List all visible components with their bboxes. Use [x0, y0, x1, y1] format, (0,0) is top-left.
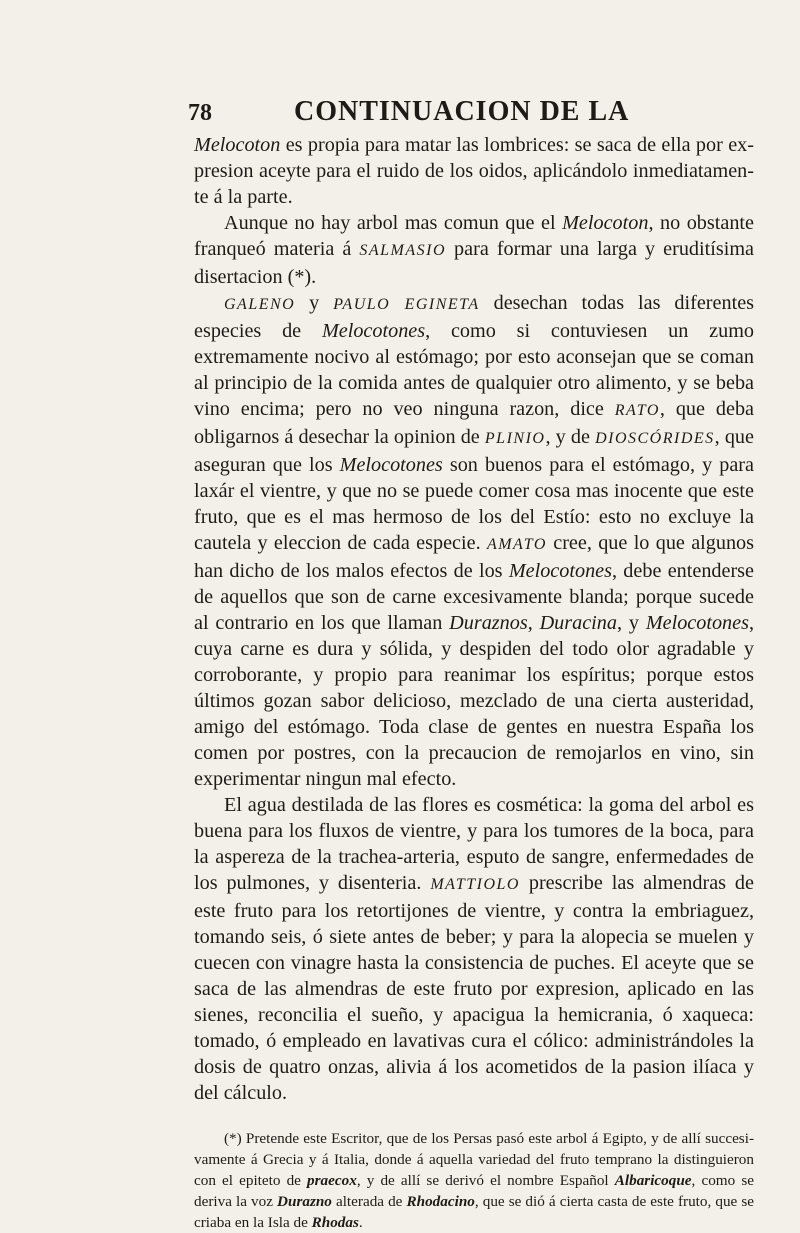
paragraph-2-span-2: Melocoton — [562, 212, 649, 234]
paragraph-3-span-21: Duracina — [539, 612, 617, 634]
paragraph-3-span-15: AMATO — [486, 536, 547, 553]
footnote-span-10: Rhodas — [311, 1214, 359, 1231]
paragraph-4 — [194, 792, 754, 1106]
paragraph-1-span-1: Melocoton — [194, 134, 281, 156]
paragraph-3-span-3: PAULO EGINETA — [333, 296, 480, 313]
footnote-span-1: (*) Pretende este Escritor, que de los Persas pasó este arbol á Egipto, y de allí succesivamente á Grecia y á Italia, donde á aquella variedad del fruto temprano la distinguieron con el epiteto de — [194, 1130, 754, 1189]
paragraph-2-span-1: Aunque no hay arbol mas comun que el — [224, 212, 563, 234]
paragraph-2-span-4: SALMASIO — [359, 242, 447, 259]
paragraph-3-span-2: y — [295, 292, 334, 314]
paragraph-3-span-17: Melocotones — [508, 560, 612, 582]
paragraph-1-span-2: es propia para matar las lombrices: se saca de ella por expresion aceyte para el ruido de los oidos, aplicándolo inmediatamente á la parte. — [194, 134, 754, 208]
paragraph-3-span-4: desechan todas las diferentes especies de — [194, 292, 755, 342]
paragraph-3-span-19: Duraznos — [449, 612, 528, 634]
footnote — [194, 1128, 754, 1233]
paragraph-1 — [194, 132, 754, 210]
paragraph-3-span-20: , — [527, 612, 540, 634]
paragraph-3-span-13: Melocotones — [339, 454, 443, 476]
page-header — [188, 96, 754, 128]
paragraph-3-span-18: , debe entenderse de aquellos que son de carne excesivamente blanda; porque sucede al contrario en los que llaman — [194, 560, 755, 634]
page-number: 78 — [188, 100, 212, 126]
paragraph-3-span-14: son buenos para el estómago, y para laxár el vientre, y que no se puede comer cosa mas inocente que este fruto, que es el mas hermoso de los del Estío: esto no excluye la cautela y eleccion de cada especie. — [194, 454, 754, 554]
body-text — [194, 132, 754, 1106]
paragraph-3-span-12: , que aseguran que los — [194, 426, 754, 476]
running-head: CONTINUACION DE LA — [294, 96, 630, 127]
footnote-span-3: , y de allí se derivó el nombre Español — [356, 1172, 615, 1189]
paragraph-3-span-5: Melocotones — [321, 320, 426, 342]
paragraph-3-span-23: Melocotones — [645, 612, 749, 634]
footnote-span-11: . — [358, 1214, 363, 1231]
paragraph-2-span-3: , no obstante franqueó materia á — [194, 212, 754, 260]
paragraph-4-span-2: MATTIOLO — [430, 876, 520, 893]
footnote-span-7: alterada de — [331, 1193, 407, 1210]
footnote-span-8: Rhodacino — [406, 1193, 475, 1210]
paragraph-3-span-8: , que deba obligarnos á desechar la opinion de — [194, 398, 754, 448]
footnote-span-5: , como se deriva la voz — [194, 1172, 754, 1210]
paragraph-3-span-10: , y de — [545, 426, 596, 448]
paragraph-3-span-6: , como si contuviesen un zumo extremamente nocivo al estómago; por esto aconsejan que se coman al principio de la comida antes de qualquier otro alimento, y se beba vino encima; pero no veo ninguna razon, dice — [194, 320, 755, 420]
paragraph-3-span-24: , cuya carne es dura y sólida, y despiden del todo olor agradable y corroborante, y propio para reanimar los espíritus; porque estos últimos gozan sabor delicioso, mezclado de una cierta austeridad, amigo del estómago. Toda clase de gentes en nuestra España los comen por postres, con la precaucion de remojarlos en vino, sin experimentar ningun mal efecto. — [194, 612, 755, 790]
footnote-span-2: praecox — [307, 1172, 357, 1189]
footnote-span-9: , que se dió á cierta casta de este fruto, que se criaba en la Isla de — [194, 1193, 754, 1231]
paragraph-3-span-7: RATO — [614, 402, 660, 419]
footnote-span-6: Durazno — [277, 1193, 332, 1210]
paragraph-2-span-5: para formar una larga y eruditísima disertacion (*). — [194, 238, 754, 288]
paragraph-3-span-11: DIOSCÓRIDES — [595, 430, 715, 447]
paragraph-3-span-1: GALENO — [224, 296, 296, 313]
paragraph-3-span-16: cree, que lo que algunos han dicho de los malos efectos de los — [194, 532, 755, 582]
paragraph-3-span-9: PLINIO — [484, 430, 546, 447]
paragraph-2 — [194, 210, 754, 290]
paragraph-3 — [194, 290, 754, 792]
footnote-span-4: Albaricoque — [614, 1172, 692, 1189]
paragraph-3-span-22: , y — [616, 612, 646, 634]
paragraph-4-span-1: El agua destilada de las flores es cosmética: la goma del arbol es buena para los fluxos de vientre, y para los tumores de la boca, para la aspereza de la trachea-arteria, esputo de sangre, enfermedades de los pulmones, y disenteria. — [194, 794, 754, 894]
paragraph-4-span-3: prescribe las almendras de este fruto para los retortijones de vientre, y contra la embriaguez, tomando seis, ó siete antes de beber; y para la alopecia se muelen y cuecen con vinagre hasta la consistencia de puches. El aceyte que se saca de las almendras de este fruto por expresion, aplicado en las sienes, reconcilia el sueño, y apacigua la hemicrania, ó xaqueca: tomado, ó empleado en lavativas cura el cólico: administrándoles la dosis de quatro onzas, alivia á los acometidos de la pasion ilíaca y del cálculo. — [194, 872, 754, 1104]
